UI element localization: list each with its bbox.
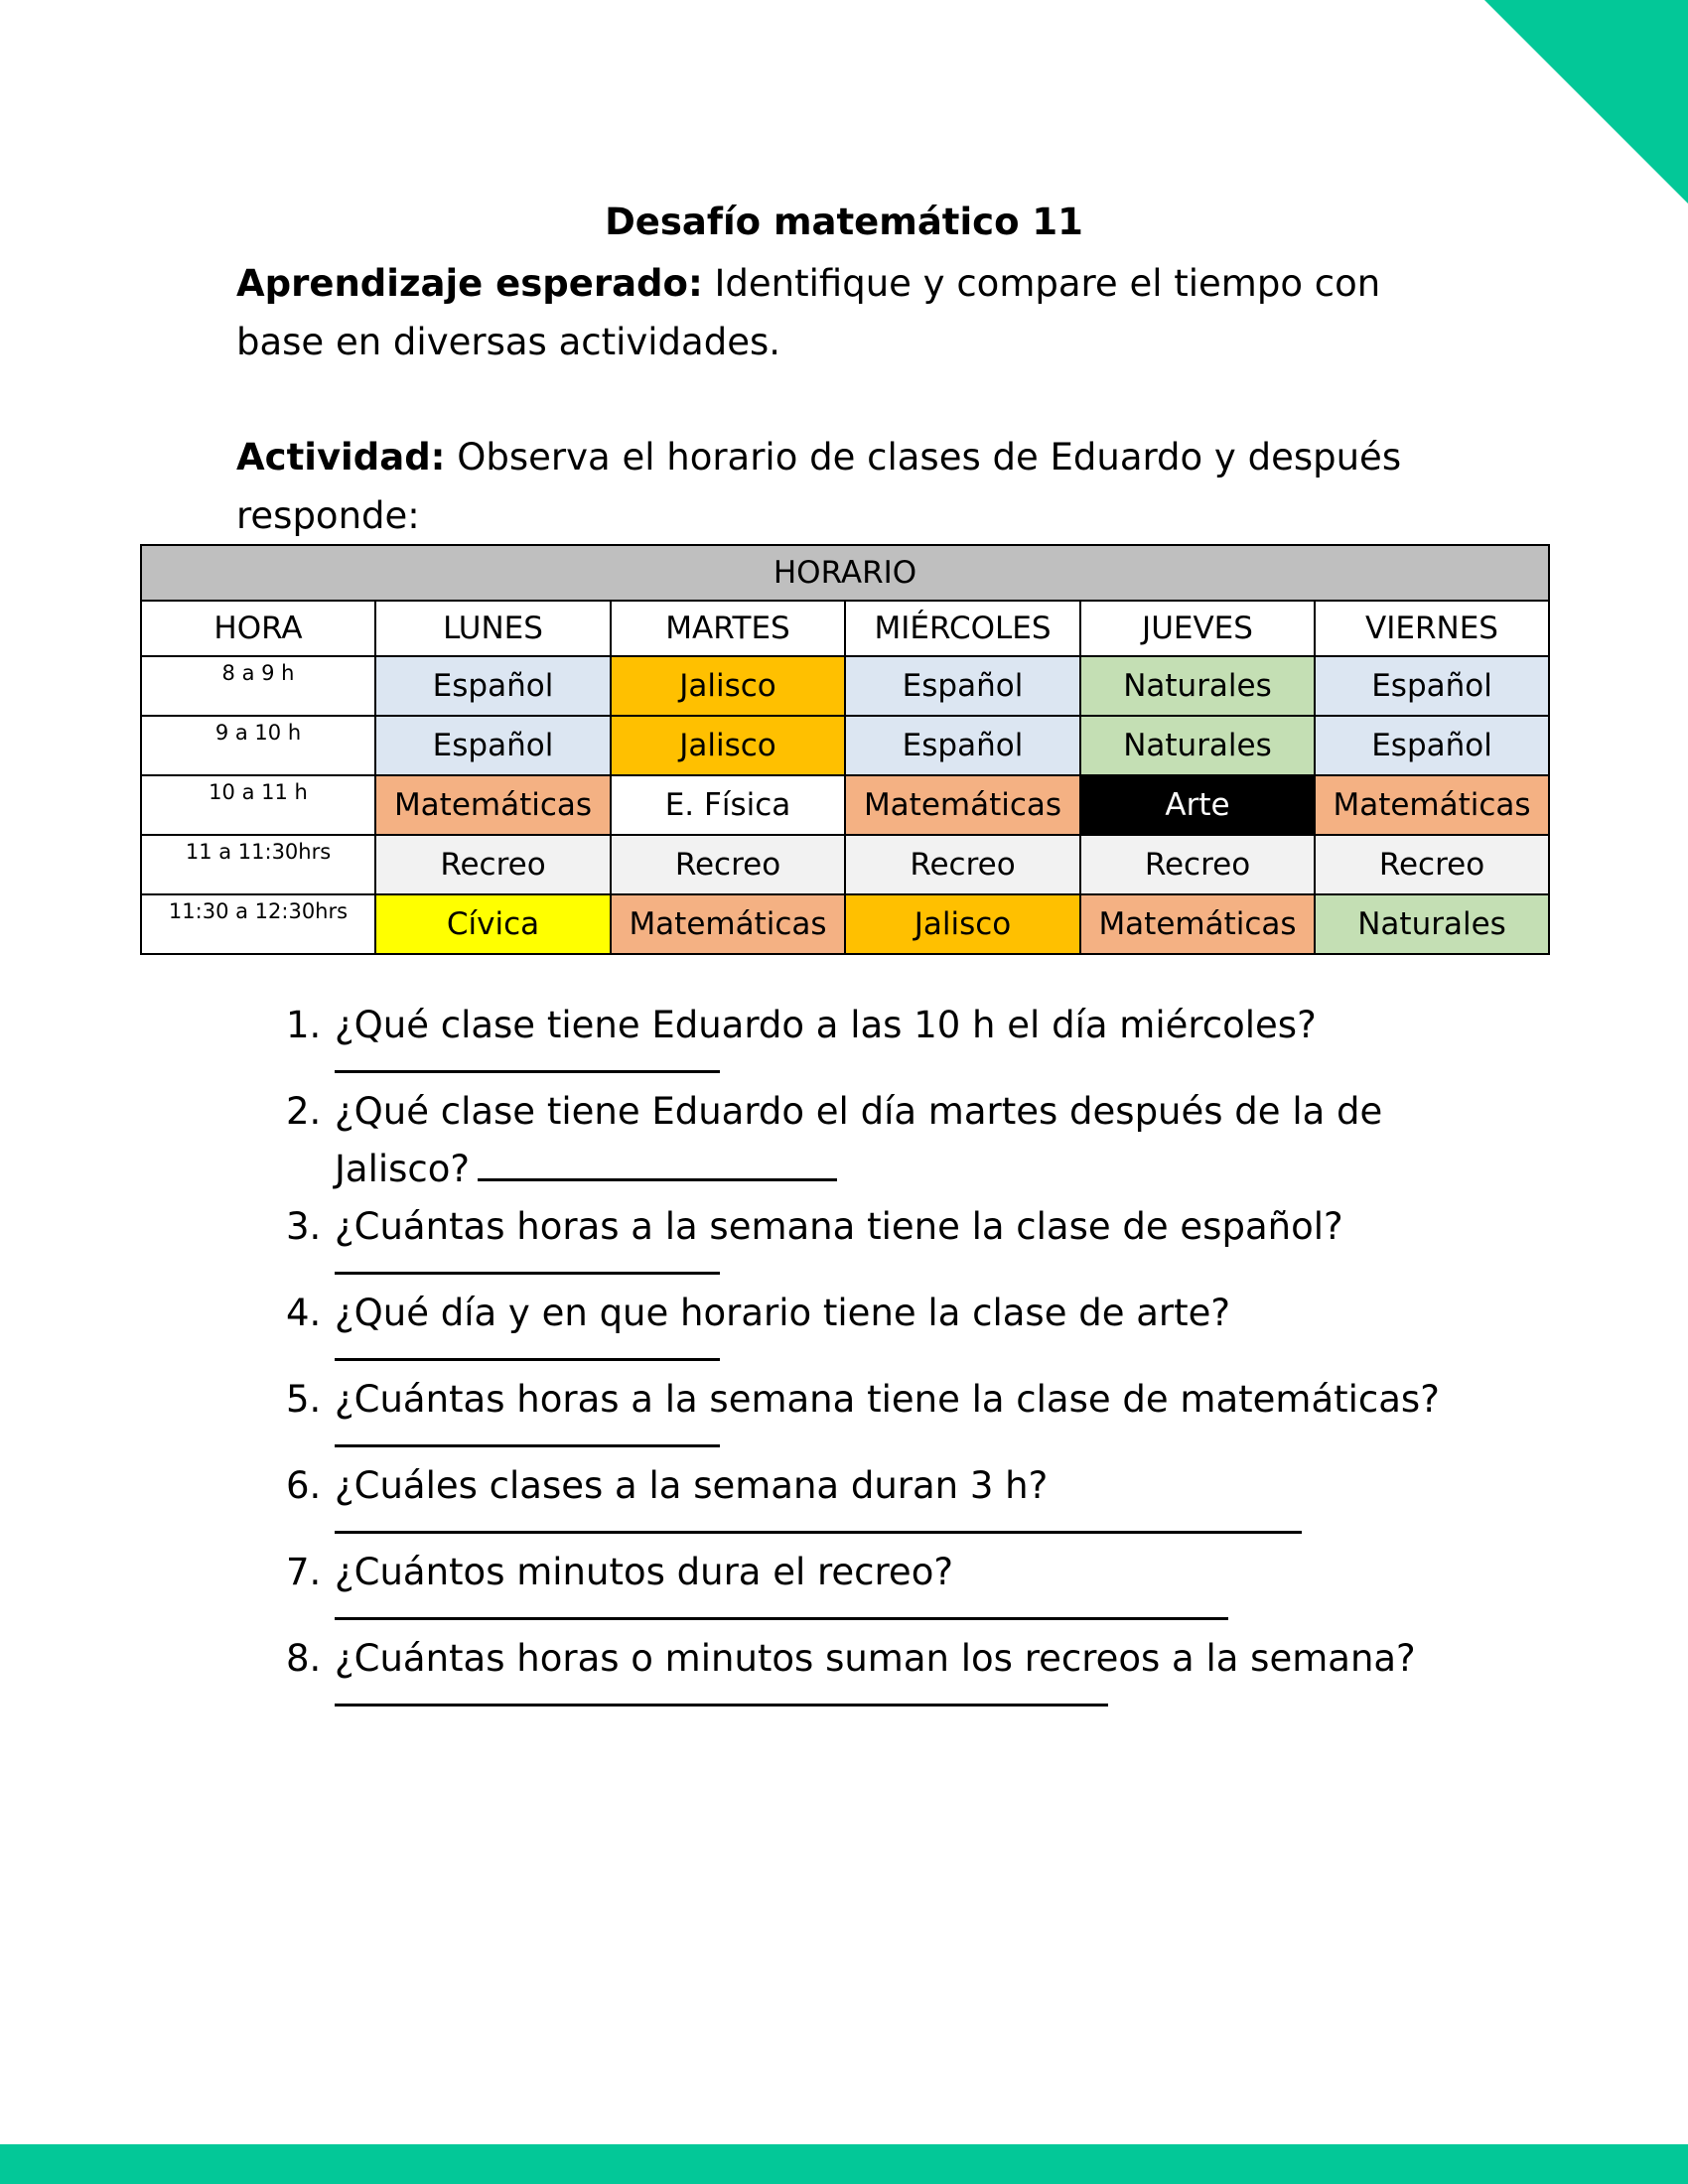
question-item (286, 1198, 1477, 1275)
question-item (286, 1457, 1477, 1534)
schedule-hour-cell: 8 a 9 h (141, 656, 375, 716)
question-list (286, 997, 1477, 1716)
question-number: 3. (286, 1205, 322, 1248)
question-text: ¿Cuántas horas o minutos suman los recreos a la semana? (335, 1637, 1416, 1680)
question-text: ¿Cuántas horas a la semana tiene la clase de matemáticas? (335, 1378, 1440, 1421)
question-number: 1. (286, 1004, 322, 1046)
header-viernes: VIERNES (1315, 601, 1549, 656)
activity-instructions (236, 428, 1448, 545)
schedule-row (141, 716, 1549, 775)
schedule-class-cell: Recreo (845, 835, 1080, 894)
schedule-class-cell: Español (375, 716, 611, 775)
question-text: ¿Cuántas horas a la semana tiene la clase de español? (335, 1205, 1343, 1248)
schedule-class-cell: Arte (1080, 775, 1315, 835)
question-number: 8. (286, 1637, 322, 1680)
schedule-header-row (141, 601, 1549, 656)
learning-objective-text: Identifique y compare el tiempo con base en diversas actividades. (236, 262, 1381, 363)
schedule-class-cell: Naturales (1080, 716, 1315, 775)
schedule-class-cell: Matemáticas (1315, 775, 1549, 835)
header-jueves: JUEVES (1080, 601, 1315, 656)
schedule-hour-cell: 9 a 10 h (141, 716, 375, 775)
schedule-title: HORARIO (141, 545, 1549, 601)
question-item (286, 1083, 1477, 1198)
corner-triangle-decoration (1484, 0, 1688, 204)
schedule-row (141, 656, 1549, 716)
schedule-class-cell: Jalisco (611, 656, 845, 716)
answer-line[interactable] (335, 1429, 720, 1447)
schedule-class-cell: Matemáticas (611, 894, 845, 954)
schedule-hour-cell: 10 a 11 h (141, 775, 375, 835)
answer-line[interactable] (335, 1601, 1228, 1620)
header-miercoles: MIÉRCOLES (845, 601, 1080, 656)
learning-objective (236, 254, 1448, 371)
schedule-class-cell: Español (1315, 656, 1549, 716)
answer-line[interactable] (335, 1688, 1108, 1706)
question-text: ¿Qué día y en que horario tiene la clase de arte? (335, 1292, 1231, 1334)
header-hora: HORA (141, 601, 375, 656)
question-item (286, 1630, 1477, 1706)
schedule-class-cell: Matemáticas (1080, 894, 1315, 954)
activity-label: Actividad: (236, 436, 446, 478)
question-item (286, 1544, 1477, 1620)
question-text: ¿Cuántos minutos dura el recreo? (335, 1551, 953, 1593)
schedule-class-cell: Español (845, 716, 1080, 775)
schedule-class-cell: Jalisco (611, 716, 845, 775)
question-number: 4. (286, 1292, 322, 1334)
schedule-row (141, 775, 1549, 835)
question-text: ¿Qué clase tiene Eduardo el día martes después de la de (335, 1090, 1383, 1133)
schedule-class-cell: Naturales (1080, 656, 1315, 716)
schedule-class-cell: Recreo (1080, 835, 1315, 894)
schedule-class-cell: Español (1315, 716, 1549, 775)
schedule-row (141, 894, 1549, 954)
answer-line[interactable] (335, 1342, 720, 1361)
schedule-class-cell: Matemáticas (375, 775, 611, 835)
schedule-class-cell: Recreo (611, 835, 845, 894)
schedule-class-cell: Recreo (1315, 835, 1549, 894)
answer-line[interactable] (335, 1054, 720, 1073)
activity-text: Observa el horario de clases de Eduardo y después responde: (236, 436, 1402, 537)
answer-line[interactable] (478, 1149, 837, 1181)
question-number: 5. (286, 1378, 322, 1421)
schedule-title-row (141, 545, 1549, 601)
question-item (286, 997, 1477, 1073)
schedule-class-cell: Español (375, 656, 611, 716)
schedule-class-cell: Español (845, 656, 1080, 716)
question-text: ¿Qué clase tiene Eduardo a las 10 h el día miércoles? (335, 1004, 1317, 1046)
question-number: 2. (286, 1090, 322, 1133)
schedule-row (141, 835, 1549, 894)
question-number: 6. (286, 1464, 322, 1507)
bottom-bar-decoration (0, 2144, 1688, 2184)
schedule-hour-cell: 11 a 11:30hrs (141, 835, 375, 894)
question-text: ¿Cuáles clases a la semana duran 3 h? (335, 1464, 1049, 1507)
answer-line[interactable] (335, 1515, 1302, 1534)
schedule-class-cell: Matemáticas (845, 775, 1080, 835)
schedule-hour-cell: 11:30 a 12:30hrs (141, 894, 375, 954)
question-text-continued: Jalisco? (335, 1148, 471, 1190)
header-lunes: LUNES (375, 601, 611, 656)
learning-objective-label: Aprendizaje esperado: (236, 262, 703, 305)
schedule-class-cell: Naturales (1315, 894, 1549, 954)
question-item (286, 1371, 1477, 1447)
page-title: Desafío matemático 11 (605, 201, 1083, 243)
header-martes: MARTES (611, 601, 845, 656)
schedule-class-cell: Cívica (375, 894, 611, 954)
schedule-table (140, 544, 1550, 955)
schedule-class-cell: Recreo (375, 835, 611, 894)
question-item (286, 1285, 1477, 1361)
question-number: 7. (286, 1551, 322, 1593)
schedule-class-cell: E. Física (611, 775, 845, 835)
answer-line[interactable] (335, 1256, 720, 1275)
schedule-class-cell: Jalisco (845, 894, 1080, 954)
